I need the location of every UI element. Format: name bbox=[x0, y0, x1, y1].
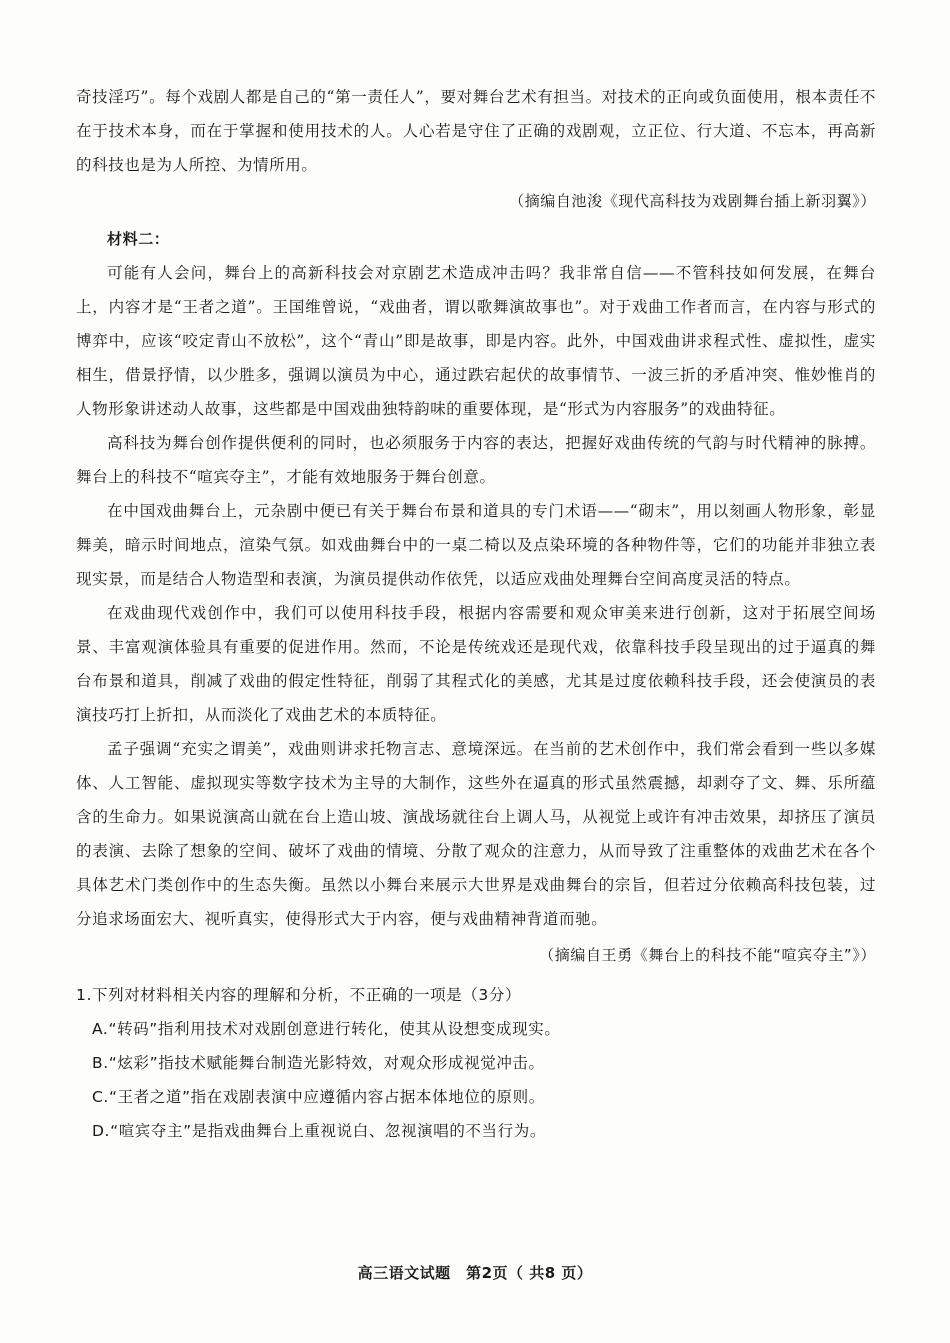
material-two-heading: 材料二： bbox=[107, 230, 170, 248]
material-two-paragraph: 高科技为舞台创作提供便利的同时，也必须服务于内容的表达，把握好戏曲传统的气韵与时代精神的脉搏。舞台上的科技不“喧宾夺主”，才能有效地服务于舞台创意。 bbox=[76, 434, 876, 486]
material-two-source: （摘编自王勇《舞台上的科技不能“喧宾夺主”》） bbox=[539, 946, 876, 964]
page-content bbox=[76, 80, 876, 1148]
option-text: “王者之道”指在戏剧表演中应遵循内容占据本体地位的原则。 bbox=[108, 1088, 545, 1106]
material-two-paragraph: 可能有人会问，舞台上的高新科技会对京剧艺术造成冲击吗？我非常自信——不管科技如何发展，在舞台上，内容才是“王者之道”。王国维曾说，“戏曲者，谓以歌舞演故事也”。对于戏曲工作者而言，在内容与形式的博弈中，应该“咬定青山不放松”，这个“青山”即是故事，即是内容。此外，中国戏曲讲求程式性、虚拟性，虚实相生，借景抒情，以少胜多，强调以演员为中心，通过跌宕起伏的故事情节、一波三折的矛盾冲突、惟妙惟肖的人物形象讲述动人故事，这些都是中国戏曲独特韵味的重要体现，是“形式为内容服务”的戏曲特征。 bbox=[76, 264, 876, 418]
material-two-paragraph: 孟子强调“充实之谓美”，戏曲则讲求托物言志、意境深远。在当前的艺术创作中，我们常会看到一些以多媒体、人工智能、虚拟现实等数字技术为主导的大制作，这些外在逼真的形式虽然震撼，却剥夺了文、舞、乐所蕴含的生命力。如果说演高山就在台上造山坡、演战场就往台上调人马，从视觉上或许有冲击效果，却挤压了演员的表演、去除了想象的空间、破坏了戏曲的情境、分散了观众的注意力，从而导致了注重整体的戏曲艺术在各个具体艺术门类创作中的生态失衡。虽然以小舞台来展示大世界是戏曲舞台的宗旨，但若过分依赖高科技包装，过分追求场面宏大、视听真实，使得形式大于内容，便与戏曲精神背道而驰。 bbox=[76, 740, 876, 928]
option-text: “转码”指利用技术对戏剧创意进行转化，使其从设想变成现实。 bbox=[108, 1020, 561, 1038]
material-one-source: （摘编自池浚《现代高科技为戏剧舞台插上新羽翼》） bbox=[509, 192, 876, 210]
page-footer: 高三语文试题 第2页（ 共8 页） bbox=[357, 1264, 593, 1282]
question-1-option-d bbox=[76, 1114, 876, 1148]
material-one-tail-paragraph: 奇技淫巧”。每个戏剧人都是自己的“第一责任人”，要对舞台艺术有担当。对技术的正向或负面使用，根本责任不在于技术本身，而在于掌握和使用技术的人。人心若是守住了正确的戏剧观，立正位、行大道、不忘本，再高新的科技也是为人所控、为情所用。 bbox=[76, 88, 876, 174]
option-text: “喧宾夺主”是指戏曲舞台上重视说白、忽视演唱的不当行为。 bbox=[110, 1122, 546, 1140]
option-letter: C. bbox=[92, 1088, 109, 1106]
question-1-option-b bbox=[76, 1046, 876, 1080]
material-two-paragraph: 在戏曲现代戏创作中，我们可以使用科技手段，根据内容需要和观众审美来进行创新，这对于拓展空间场景、丰富观演体验具有重要的促进作用。然而，不论是传统戏还是现代戏，依靠科技手段呈现出的过于逼真的舞台布景和道具，削减了戏曲的假定性特征，削弱了其程式化的美感，尤其是过度依赖科技手段，还会使演员的表演技巧打上折扣，从而淡化了戏曲艺术的本质特征。 bbox=[76, 604, 876, 724]
option-letter: D. bbox=[92, 1122, 111, 1140]
material-two-paragraph: 在中国戏曲舞台上，元杂剧中便已有关于舞台布景和道具的专门术语——“砌末”，用以刻画人物形象，彰显舞美，暗示时间地点，渲染气氛。如戏曲舞台中的一桌二椅以及点染环境的各种物件等，它们的功能并非独立表现实景，而是结合人物造型和表演，为演员提供动作依凭，以适应戏曲处理舞台空间高度灵活的特点。 bbox=[76, 502, 876, 588]
option-text: “炫彩”指技术赋能舞台制造光影特效，对观众形成视觉冲击。 bbox=[108, 1054, 545, 1072]
option-letter: A. bbox=[92, 1020, 109, 1038]
question-1-option-a bbox=[76, 1012, 876, 1046]
question-1-stem: 1.下列对材料相关内容的理解和分析，不正确的一项是（3分） bbox=[76, 986, 522, 1004]
question-1-option-c bbox=[76, 1080, 876, 1114]
option-letter: B. bbox=[92, 1054, 109, 1072]
